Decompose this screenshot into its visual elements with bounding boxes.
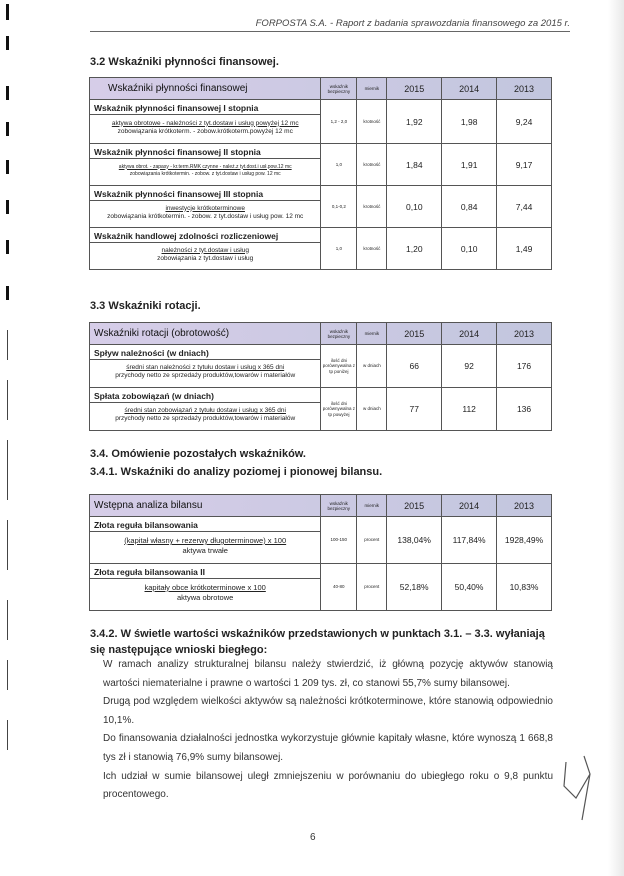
measure-value: krotność <box>357 144 387 186</box>
running-header: FORPOSTA S.A. - Raport z badania sprawozdania finansowego za 2015 r. <box>90 18 570 32</box>
measure-value: krotność <box>357 228 387 270</box>
col-year: 2013 <box>497 495 552 517</box>
formula-denominator: zobowiązania krótkotermin. - zobow. z tyt.dostaw i usług pow. 12 mc <box>129 170 281 177</box>
section-heading-other: 3.4. Omówienie pozostałych wskaźników. <box>90 448 306 460</box>
col-safe: wskaźnik bezpieczny <box>321 78 357 100</box>
formula-denominator: zobowiązania z tyt.dostaw i usług <box>157 254 254 262</box>
formula-numerator: należności z tyt.dostaw i usług <box>161 246 249 254</box>
safe-value: 1,0 <box>321 228 357 270</box>
table-row <box>90 345 552 388</box>
row-name: Wskaźnik płynności finansowej III stopnia <box>90 186 321 201</box>
row-name: Spłata zobowiązań (w dniach) <box>90 388 321 403</box>
section-heading-rotation: 3.3 Wskaźniki rotacji. <box>90 300 201 312</box>
col-year: 2013 <box>497 323 552 345</box>
table-row <box>90 228 552 270</box>
conclusions-heading: 3.4.2. W świetle wartości wskaźników przedstawionych w punktach 3.1. – 3.3. wyłaniają się następujące wnioski biegłego: <box>90 628 545 656</box>
value-2013: 1,49 <box>497 228 552 270</box>
safe-value: 1,0 <box>321 144 357 186</box>
conclusion-paragraph: Drugą pod względem wielkości aktywów są należności krótkoterminowe, które stanowią odpowiednio 10,1%. <box>103 696 553 726</box>
formula-denominator: aktywa obrotowe <box>177 593 234 602</box>
col-year: 2014 <box>442 495 497 517</box>
conclusions-body <box>103 656 553 805</box>
page-number: 6 <box>310 832 316 843</box>
value-2014: 0,84 <box>442 186 497 228</box>
value-2015: 66 <box>387 345 442 388</box>
formula-numerator: inwestycje krótkoterminowe <box>165 204 245 212</box>
rotation-table-title: Wskaźniki rotacji (obrotowość) <box>90 323 321 345</box>
safe-value: 1,2 - 2,0 <box>321 100 357 144</box>
measure-value: krotność <box>357 100 387 144</box>
measure-value: procent <box>357 517 387 564</box>
col-year: 2014 <box>442 78 497 100</box>
balance-table-title: Wstępna analiza bilansu <box>90 495 321 517</box>
value-2015: 1,20 <box>387 228 442 270</box>
formula-numerator: średni stan zobowiązań z tytułu dostaw i usług x 365 dni <box>124 407 286 414</box>
conclusion-paragraph: Do finansowania działalności jednostka wykorzystuje głównie kapitały własne, które wynoszą 1 668,8 tys zł i stanowią 76,9% sumy bilansowej. <box>103 733 553 763</box>
col-safe: wskaźnik bezpieczny <box>321 495 357 517</box>
formula-denominator: przychody netto ze sprzedaży produktów,towarów i materiałów <box>115 415 296 422</box>
value-2014: 117,84% <box>442 517 497 564</box>
measure-value: procent <box>357 564 387 611</box>
safe-value: 100-150 <box>321 517 357 564</box>
col-year: 2014 <box>442 323 497 345</box>
row-name: Wskaźnik płynności finansowej I stopnia <box>90 100 321 115</box>
value-2015: 52,18% <box>387 564 442 611</box>
measure-value: w dniach <box>357 345 387 388</box>
liquidity-table <box>89 77 552 270</box>
formula-numerator: średni stan należności z tytułu dostaw i usług x 365 dni <box>126 364 285 371</box>
value-2013: 10,83% <box>497 564 552 611</box>
value-2013: 7,44 <box>497 186 552 228</box>
formula-denominator: przychody netto ze sprzedaży produktów,towarów i materiałów <box>115 372 296 379</box>
value-2013: 136 <box>497 388 552 431</box>
col-measure: miernik <box>357 495 387 517</box>
safe-value: ilość dni porównywalna z tp powyżej <box>321 388 357 431</box>
col-year: 2015 <box>387 78 442 100</box>
safe-value: ilość dni porównywalna z tp poniżej <box>321 345 357 388</box>
measure-value: krotność <box>357 186 387 228</box>
value-2015: 138,04% <box>387 517 442 564</box>
col-year: 2015 <box>387 323 442 345</box>
signature-mark <box>560 752 596 824</box>
table-row <box>90 388 552 431</box>
value-2015: 77 <box>387 388 442 431</box>
formula-denominator: aktywa trwałe <box>182 546 228 555</box>
value-2013: 1928,49% <box>497 517 552 564</box>
value-2014: 112 <box>442 388 497 431</box>
table-row <box>90 564 552 611</box>
value-2014: 1,91 <box>442 144 497 186</box>
subsection-heading: 3.4.1. Wskaźniki do analizy poziomej i pionowej bilansu. <box>90 466 383 478</box>
liquidity-table-title: Wskaźniki płynności finansowej <box>90 78 321 100</box>
rotation-table-header <box>90 323 552 345</box>
rotation-table <box>89 322 552 431</box>
col-measure: miernik <box>357 78 387 100</box>
row-name: Spływ należności (w dniach) <box>90 345 321 360</box>
row-name: Wskaźnik płynności finansowej II stopnia <box>90 144 321 159</box>
measure-value: w dniach <box>357 388 387 431</box>
value-2014: 1,98 <box>442 100 497 144</box>
value-2013: 176 <box>497 345 552 388</box>
value-2015: 0,10 <box>387 186 442 228</box>
table-row <box>90 144 552 186</box>
formula-denominator: zobowiązania krótkoterm. - zobow.krótkoterm.powyżej 12 mc <box>117 127 293 135</box>
formula-numerator: aktywa obrotowe - należności z tyt.dostaw i usług powyżej 12 mc <box>111 119 299 127</box>
formula-numerator: aktywa obrot. - zapasy - kr.term.RMK czynne - należ.z tyt.dost.i usł.pow.12 mc <box>118 163 292 170</box>
row-name: Złota reguła bilansowania <box>90 517 321 532</box>
balance-table-header <box>90 495 552 517</box>
conclusion-paragraph: Ich udział w sumie bilansowej uległ zmniejszeniu w porównaniu do ubiegłego roku o 9,8 punktu procentowego. <box>103 770 553 801</box>
table-row <box>90 517 552 564</box>
row-name: Wskaźnik handlowej zdolności rozliczeniowej <box>90 228 321 243</box>
value-2014: 0,10 <box>442 228 497 270</box>
section-heading-liquidity: 3.2 Wskaźniki płynności finansowej. <box>90 56 279 68</box>
liquidity-table-header <box>90 78 552 100</box>
row-name: Złota reguła bilansowania II <box>90 564 321 579</box>
formula-numerator: kapitały obce krótkoterminowe x 100 <box>144 583 266 592</box>
col-year: 2013 <box>497 78 552 100</box>
safe-value: 40-80 <box>321 564 357 611</box>
value-2014: 50,40% <box>442 564 497 611</box>
table-row <box>90 186 552 228</box>
formula-numerator: (kapitał własny + rezerwy długoterminowe) x 100 <box>124 536 287 545</box>
value-2015: 1,84 <box>387 144 442 186</box>
binding-edge <box>0 0 18 876</box>
page-edge-shadow <box>608 0 624 876</box>
conclusion-paragraph: W ramach analizy strukturalnej bilansu należy stwierdzić, iż główną pozycję aktywów stanowią wartości niematerialne i prawne o wartości 1 209 tys. zł, co stanowi 55,7% sumy bilansowej. <box>103 659 553 689</box>
col-measure: miernik <box>357 323 387 345</box>
value-2013: 9,17 <box>497 144 552 186</box>
value-2015: 1,92 <box>387 100 442 144</box>
col-safe: wskaźnik bezpieczny <box>321 323 357 345</box>
table-row <box>90 100 552 144</box>
col-year: 2015 <box>387 495 442 517</box>
value-2013: 9,24 <box>497 100 552 144</box>
value-2014: 92 <box>442 345 497 388</box>
formula-denominator: zobowiązania krótkotermin. - zobow. z tyt.dostaw i usług pow. 12 mc <box>107 212 304 220</box>
safe-value: 0,1-0,2 <box>321 186 357 228</box>
balance-table <box>89 494 552 611</box>
